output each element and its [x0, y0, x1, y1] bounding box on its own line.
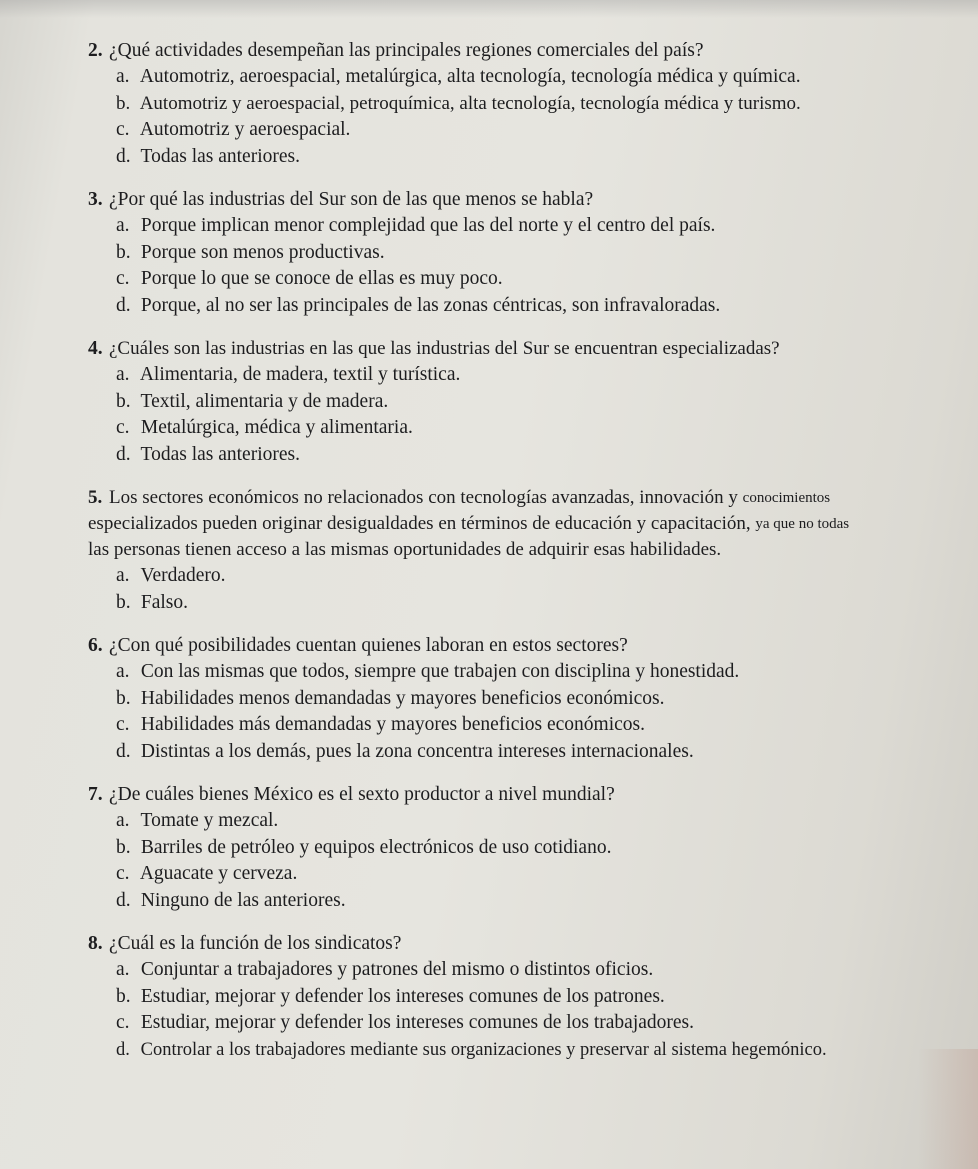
option-letter: c. [116, 417, 130, 438]
option-b [116, 686, 968, 713]
option-letter: d. [116, 740, 131, 762]
option-text: Porque lo que se conoce de ellas es muy poco. [140, 268, 503, 289]
option-text: Aguacate y cerveza. [139, 863, 298, 884]
question-text-line-1: Los sectores económicos no relacionados con tecnologías avanzadas, innovación y [109, 487, 738, 508]
option-a [116, 213, 968, 240]
option-letter: a. [116, 661, 130, 682]
question-text: ¿De cuáles bienes México es el sexto productor a nivel mundial? [109, 784, 615, 805]
option-text: Metalúrgica, médica y alimentaria. [140, 417, 413, 438]
option-letter: c. [116, 268, 130, 289]
option-letter: a. [116, 959, 130, 980]
option-letter: d. [116, 145, 131, 167]
option-letter: b. [116, 687, 131, 709]
question-5 [88, 485, 968, 616]
question-3 [88, 187, 968, 319]
option-text: Todas las anteriores. [140, 443, 300, 465]
option-letter: b. [116, 92, 131, 114]
option-text: Habilidades menos demandadas y mayores beneficios económicos. [140, 687, 665, 709]
option-letter: d. [116, 889, 131, 911]
option-a [116, 808, 968, 835]
question-text-line-3: las personas tienen acceso a las mismas oportunidades de adquirir esas habilidades. [88, 539, 722, 560]
option-letter: a. [116, 215, 130, 236]
option-text: Tomate y mezcal. [140, 810, 279, 831]
option-text: Todas las anteriores. [140, 145, 300, 167]
option-text: Falso. [140, 591, 189, 613]
top-shadow [0, 0, 978, 18]
option-letter: a. [116, 364, 130, 385]
option-b [116, 389, 968, 416]
question-text-line-2: especializados pueden originar desigualdades en términos de educación y capacitación, [88, 513, 751, 534]
option-a [116, 563, 968, 590]
option-text: Verdadero. [140, 565, 226, 586]
option-b [116, 240, 968, 267]
option-letter: c. [116, 863, 130, 884]
option-text: Conjuntar a trabajadores y patrones del mismo o distintos oficios. [140, 959, 654, 980]
question-text-line-1-tail: conocimientos [742, 490, 831, 506]
option-letter: b. [116, 390, 131, 412]
option-text: Distintas a los demás, pues la zona concentra intereses internacionales. [140, 740, 694, 762]
option-letter: a. [116, 565, 130, 586]
option-text: Habilidades más demandadas y mayores beneficios económicos. [140, 714, 646, 735]
option-letter: d. [116, 1039, 130, 1060]
option-c [116, 266, 968, 293]
question-text: ¿Con qué posibilidades cuentan quienes laboran en estos sectores? [109, 635, 628, 656]
question-8 [88, 931, 968, 1063]
option-letter: b. [116, 591, 131, 613]
option-b [116, 835, 968, 862]
question-text: ¿Cuál es la función de los sindicatos? [109, 933, 402, 954]
option-c [116, 117, 968, 144]
option-text: Porque son menos productivas. [140, 241, 385, 263]
option-d [116, 293, 968, 320]
option-a [116, 957, 968, 984]
option-b [116, 984, 968, 1011]
question-number: 3. [88, 189, 103, 210]
option-c [116, 712, 968, 739]
option-text: Estudiar, mejorar y defender los intereses comunes de los patrones. [140, 985, 665, 1007]
question-number: 2. [88, 40, 103, 61]
option-b [116, 91, 968, 118]
option-d [116, 739, 968, 766]
option-a [116, 362, 968, 389]
option-letter: a. [116, 66, 130, 87]
option-a [116, 659, 968, 686]
question-text: ¿Cuáles son las industrias en las que las industrias del Sur se encuentran especializadas? [109, 338, 780, 359]
question-number: 7. [88, 784, 103, 805]
option-c [116, 1010, 968, 1037]
option-c [116, 861, 968, 888]
option-text: Ninguno de las anteriores. [140, 889, 346, 911]
option-d [116, 888, 968, 915]
question-text: ¿Por qué las industrias del Sur son de las que menos se habla? [109, 189, 594, 210]
option-text: Automotriz, aeroespacial, metalúrgica, alta tecnología, tecnología médica y química. [139, 66, 801, 87]
option-letter: b. [116, 836, 131, 858]
option-text: Alimentaria, de madera, textil y turística. [139, 364, 461, 385]
option-d [116, 1037, 968, 1064]
option-text: Porque implican menor complejidad que las del norte y el centro del país. [140, 215, 716, 236]
question-4 [88, 336, 968, 468]
option-text: Estudiar, mejorar y defender los intereses comunes de los trabajadores. [140, 1012, 695, 1033]
question-number: 5. [88, 487, 103, 508]
option-d [116, 144, 968, 171]
option-text: Con las mismas que todos, siempre que trabajen con disciplina y honestidad. [140, 661, 740, 682]
option-text: Automotriz y aeroespacial, petroquímica, alta tecnología, tecnología médica y turismo. [139, 92, 801, 114]
option-letter: b. [116, 241, 131, 263]
question-2 [88, 38, 968, 170]
option-letter: d. [116, 294, 131, 316]
question-number: 8. [88, 933, 103, 954]
option-a [116, 64, 968, 91]
option-text: Controlar a los trabajadores mediante sus organizaciones y preservar al sistema hegemónico. [140, 1039, 827, 1060]
question-text: ¿Qué actividades desempeñan las principales regiones comerciales del país? [109, 40, 704, 61]
question-7 [88, 782, 968, 914]
question-list [88, 38, 968, 1080]
option-letter: d. [116, 443, 131, 465]
question-number: 4. [88, 338, 103, 359]
option-letter: c. [116, 119, 130, 140]
option-letter: b. [116, 985, 131, 1007]
question-text-line-2-tail: ya que no todas [755, 516, 850, 532]
option-text: Automotriz y aeroespacial. [139, 119, 351, 140]
option-text: Textil, alimentaria y de madera. [140, 390, 389, 412]
option-letter: c. [116, 714, 130, 735]
question-6 [88, 633, 968, 765]
option-letter: a. [116, 810, 130, 831]
option-d [116, 442, 968, 469]
question-number: 6. [88, 635, 103, 656]
option-text: Barriles de petróleo y equipos electrónicos de uso cotidiano. [140, 836, 612, 858]
option-text: Porque, al no ser las principales de las zonas céntricas, son infravaloradas. [140, 294, 721, 316]
option-c [116, 415, 968, 442]
option-letter: c. [116, 1012, 130, 1033]
option-b [116, 590, 968, 617]
